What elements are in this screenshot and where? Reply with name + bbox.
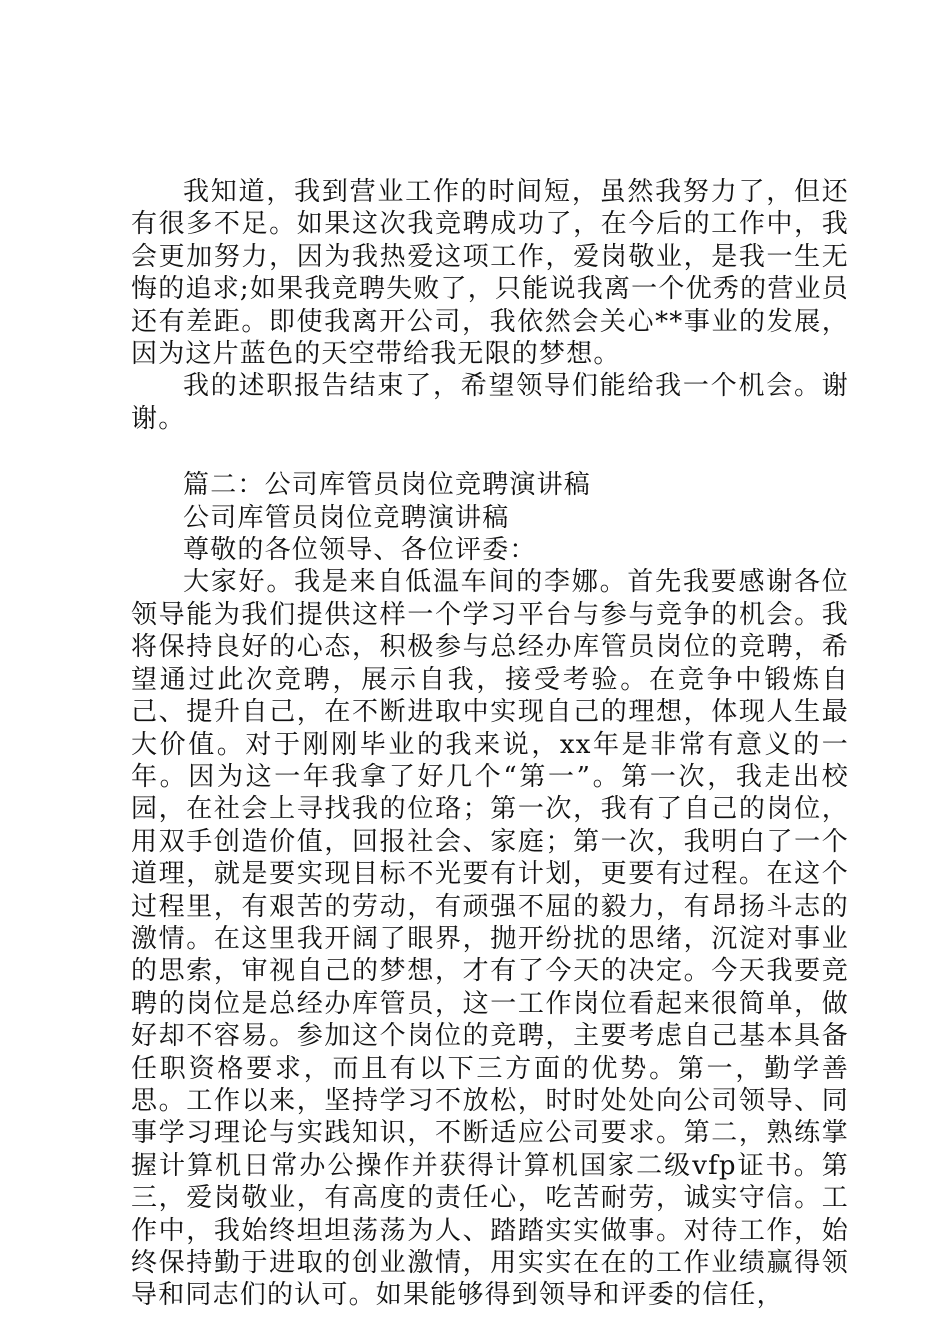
document-body [131, 176, 849, 1312]
section-heading: 篇二：公司库管员岗位竞聘演讲稿 [183, 470, 592, 501]
section-warehouse-speech [131, 469, 849, 1312]
section-previous-speech-ending [131, 176, 849, 435]
salutation: 尊敬的各位领导、各位评委： [183, 535, 537, 566]
paragraph: 我知道，我到营业工作的时间短，虽然我努力了，但还有很多不足。如果这次我竞聘成功了，在今后的工作中，我会更加努力，因为我热爱这项工作，爱岗敬业，是我一生无悔的追求;如果我竞聘失败了，只能说我离一个优秀的营业员还有差距。即使我离开公司，我依然会关心**事业的发展，因为这片蓝色的天空带给我无限的梦想。 [131, 177, 849, 370]
section-gap [131, 435, 849, 469]
closing-paragraph: 我的述职报告结束了，希望领导们能给我一个机会。谢谢。 [131, 371, 849, 434]
speech-title: 公司库管员岗位竞聘演讲稿 [183, 502, 510, 533]
speech-body-paragraph: 大家好。我是来自低温车间的李娜。首先我要感谢各位领导能为我们提供这样一个学习平台与参与竞争的机会。我将保持良好的心态，积极参与总经办库管员岗位的竞聘，希望通过此次竞聘，展示自我，接受考验。在竞争中锻炼自己、提升自己，在不断进取中实现自己的理想，体现人生最大价值。对于刚刚毕业的我来说，xx年是非常有意义的一年。因为这一年我拿了好几个“第一”。第一次，我走出校园，在社会上寻找我的位珞；第一次，我有了自己的岗位，用双手创造价值，回报社会、家庭；第一次，我明白了一个道理，就是要实现目标不光要有计划，更要有过程。在这个过程里，有艰苦的劳动，有顽强不屈的毅力，有昂扬斗志的激情。在这里我开阔了眼界，抛开纷扰的思绪，沉淀对事业的思索，审视自己的梦想，才有了今天的决定。今天我要竞聘的岗位是总经办库管员，这一工作岗位看起来很简单，做好却不容易。参加这个岗位的竞聘，主要考虑自己基本具备任职资格要求，而且有以下三方面的优势。第一，勤学善思。工作以来，坚持学习不放松，时时处处向公司领导、同事学习理论与实践知识，不断适应公司要求。第二，熟练掌握计算机日常办公操作并获得计算机国家二级vfp证书。第三，爱岗敬业，有高度的责任心，吃苦耐劳，诚实守信。工作中，我始终坦坦荡荡为人、踏踏实实做事。对待工作，始终保持勤于进取的创业激情，用实实在在的工作业绩赢得领导和同志们的认可。如果能够得到领导和评委的信任， [131, 567, 849, 1311]
